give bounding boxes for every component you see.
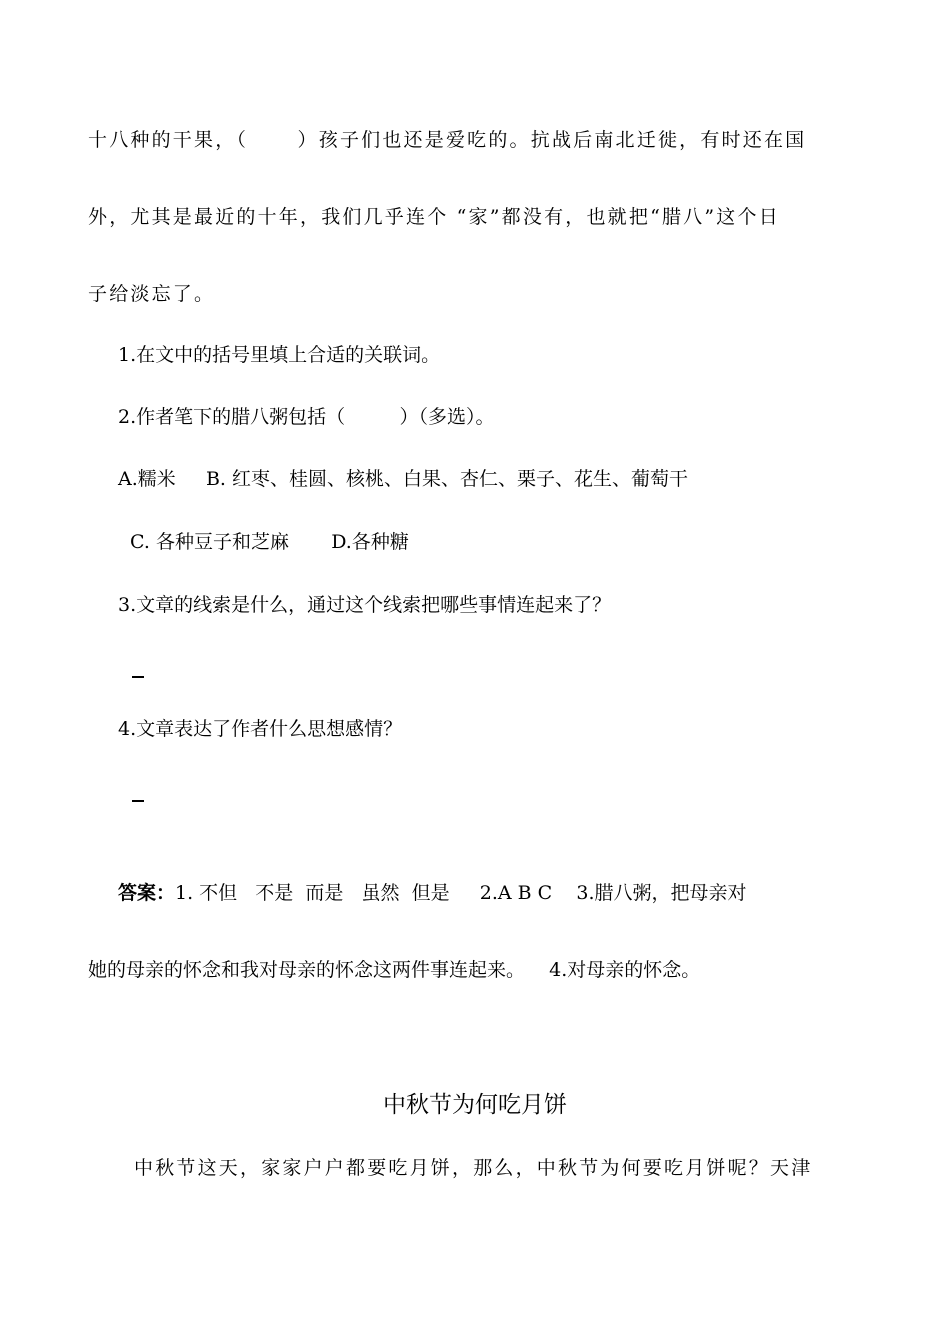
answer-text-1: 1. 不但 不是 而是 虽然 但是 2.A B C 3.腊八粥，把母亲对 (175, 882, 747, 904)
question-2-options-row-2: C. 各种豆子和芝麻 D.各种糖 (130, 531, 409, 553)
question-3: 3.文章的线索是什么，通过这个线索把哪些事情连起来了？ (118, 594, 612, 616)
question-2-options-row-1: A.糯米 B. 红枣、桂圆、核桃、白果、杏仁、栗子、花生、葡萄干 (118, 468, 689, 490)
article-title: 中秋节为何吃月饼 (383, 1092, 567, 1118)
answer-label: 答案： (118, 882, 176, 904)
answer-line-2: 她的母亲的怀念和我对母亲的怀念这两件事连起来。 4.对母亲的怀念。 (88, 959, 701, 981)
passage-line-2: 外，尤其是最近的十年，我们几乎连个 “家”都没有，也就把“腊八”这个日 (88, 206, 780, 228)
question-1: 1.在文中的括号里填上合适的关联词。 (118, 344, 441, 366)
answer-line-1 (118, 880, 747, 906)
question-2: 2.作者笔下的腊八粥包括（ ）（多选）。 (118, 406, 495, 428)
answer-blank-q4 (132, 800, 144, 802)
question-4: 4.文章表达了作者什么思想感情？ (118, 718, 403, 740)
answer-blank-q3 (132, 676, 144, 678)
passage-line-3: 子给淡忘了。 (88, 283, 216, 305)
article-line-1: 中秋节这天，家家户户都要吃月饼，那么，中秋节为何要吃月饼呢？天津 (134, 1157, 813, 1179)
passage-line-1: 十八种的干果，（ ）孩子们也还是爱吃的。抗战后南北迁徙，有时还在国 (88, 129, 807, 151)
